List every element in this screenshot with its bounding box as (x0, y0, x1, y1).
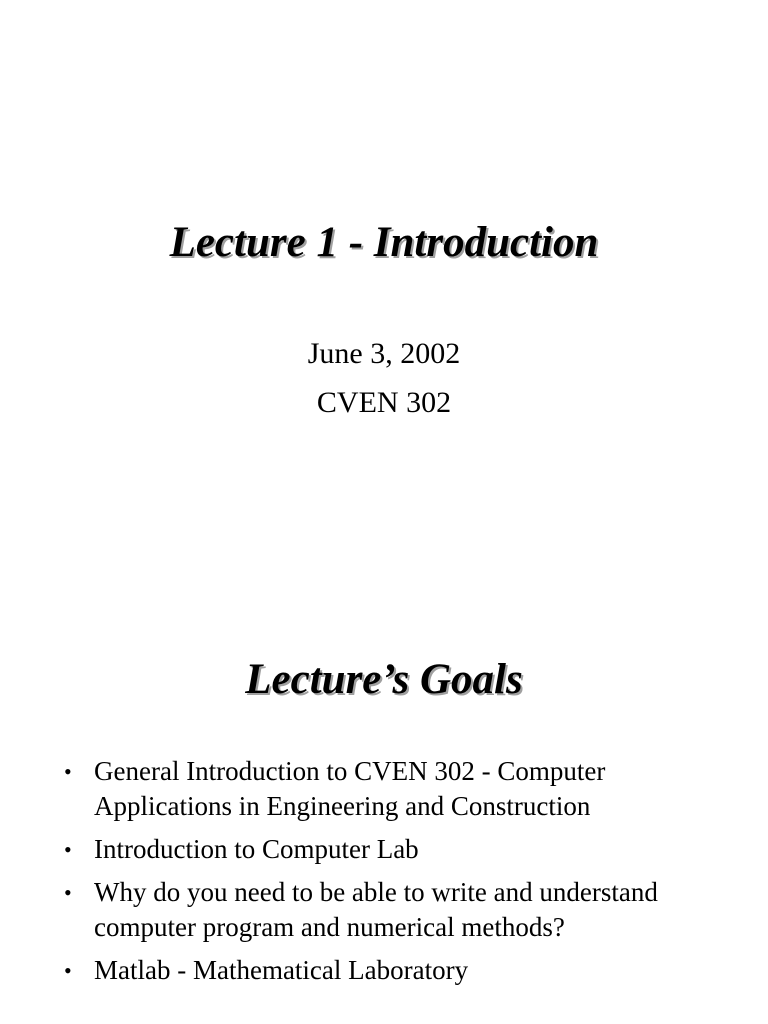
course-code: CVEN 302 (316, 386, 452, 419)
lecture-date: June 3, 2002 (307, 337, 461, 370)
list-item (60, 953, 700, 988)
bullet-icon: • (64, 759, 72, 784)
goals-list (60, 754, 700, 996)
goals-heading: Lecture’s Goals (245, 656, 523, 703)
list-item (60, 832, 700, 867)
list-item-text: Matlab - Mathematical Laboratory (94, 955, 469, 985)
list-item-text: General Introduction to CVEN 302 - Computer Applications in Engineering and Construction (94, 756, 606, 821)
slide-goals (0, 512, 768, 1024)
list-item-text: Introduction to Computer Lab (94, 834, 419, 864)
bullet-icon: • (64, 958, 72, 983)
bullet-icon: • (64, 837, 72, 862)
list-item (60, 754, 700, 824)
list-item-text: Why do you need to be able to write and understand computer program and numerical methods? (94, 877, 658, 942)
slide-title-heading: Lecture 1 - Introduction (169, 219, 599, 266)
list-item (60, 875, 700, 945)
bullet-icon: • (64, 880, 72, 905)
